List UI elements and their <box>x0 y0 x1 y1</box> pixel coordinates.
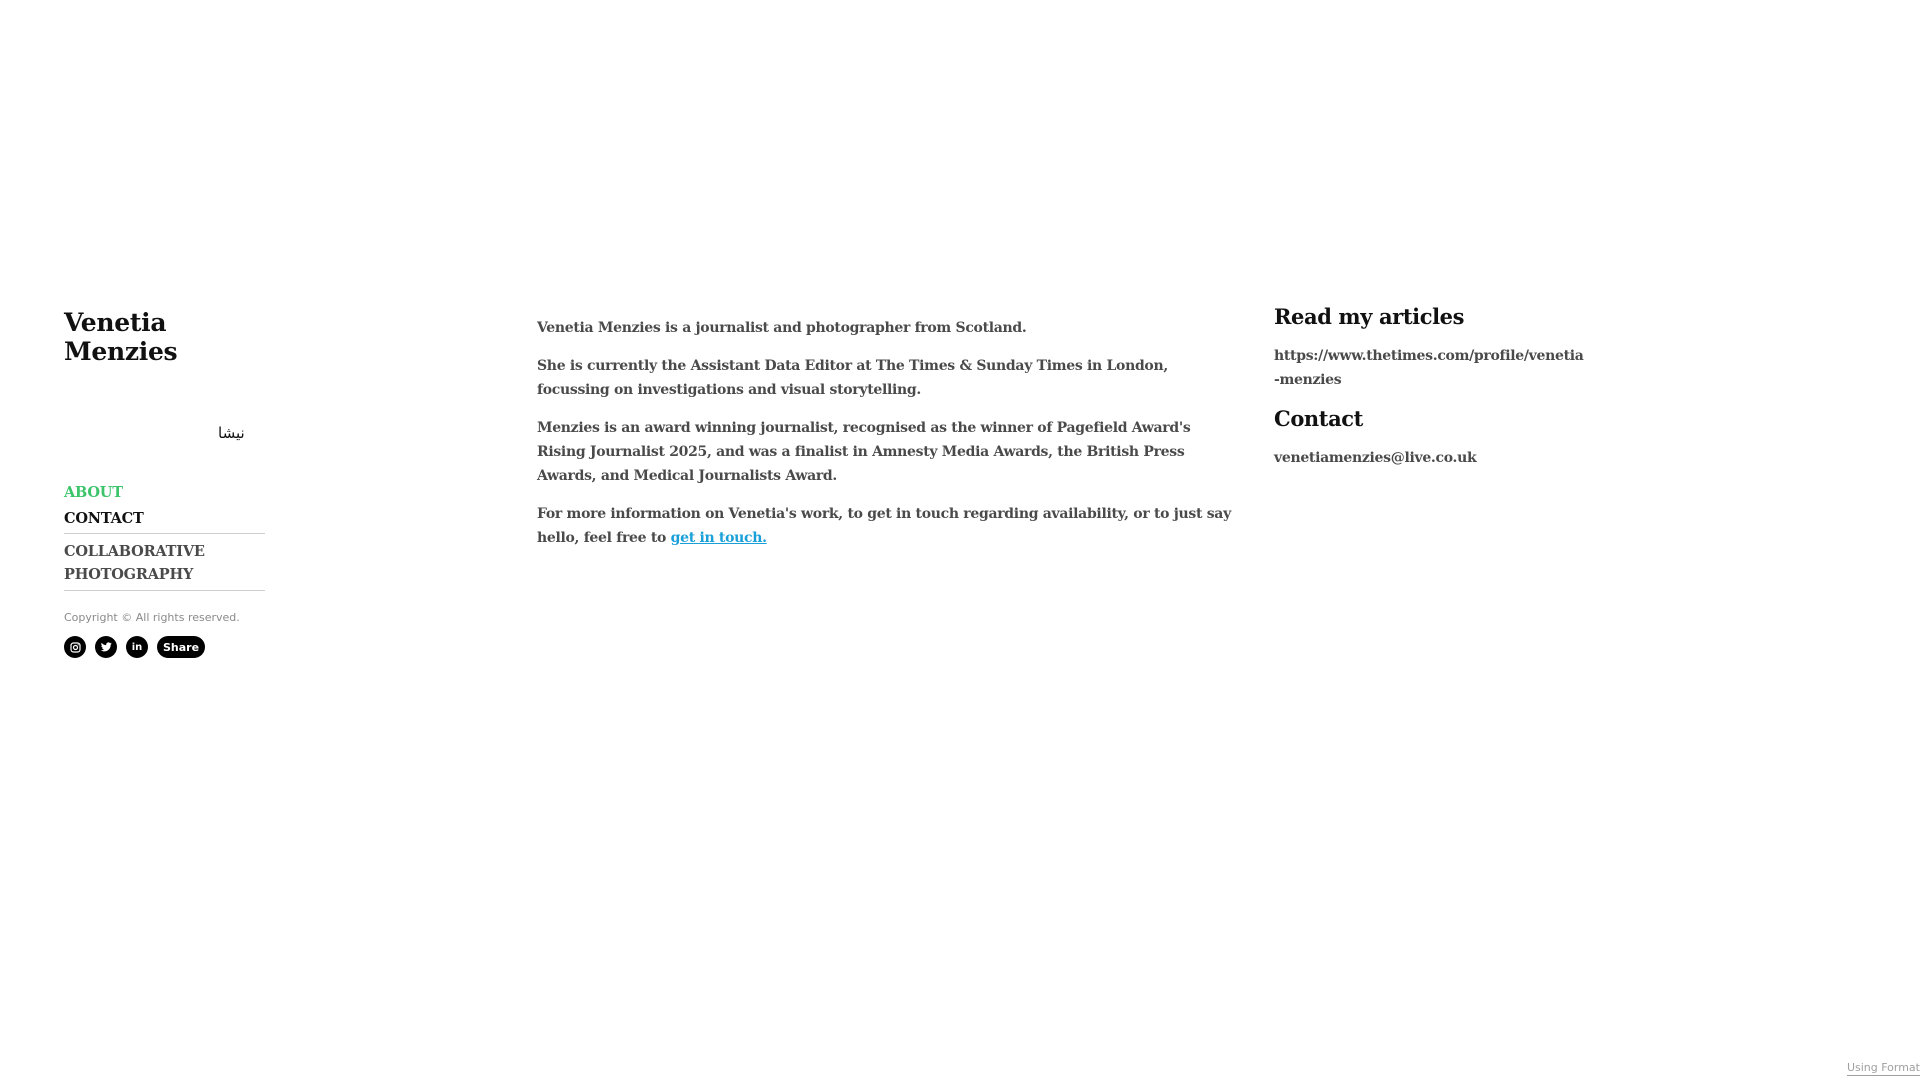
site-title-line-1: Venetia <box>64 308 167 337</box>
share-button[interactable]: Share <box>157 636 205 658</box>
sidebar <box>64 308 265 654</box>
contact-email: venetiamenzies@live.co.uk <box>1274 450 1477 466</box>
twitter-icon[interactable] <box>95 636 117 658</box>
linkedin-glyph: in <box>131 641 143 653</box>
arabic-text: نیشا <box>218 424 245 442</box>
nav-item-about[interactable]: ABOUT <box>64 484 123 501</box>
contact-heading: Contact <box>1274 406 1363 431</box>
nav-item-collaborative-photography[interactable]: COLLABORATIVE PHOTOGRAPHY <box>64 534 265 591</box>
twitter-glyph <box>101 642 112 652</box>
nav-item-contact[interactable]: CONTACT <box>64 507 265 534</box>
site-title[interactable] <box>64 308 265 366</box>
about-paragraph-3: Menzies is an award winning journalist, recognised as the winner of Pagefield Award's Rising Journalist 2025, and was a finalist in Amnesty Media Awards, the British Press Awards, and Medical Journalists Award. <box>537 420 1191 484</box>
linkedin-icon[interactable] <box>126 636 148 658</box>
main-nav <box>64 481 265 591</box>
about-paragraph-2: She is currently the Assistant Data Editor at The Times & Sunday Times in London, focussing on investigations and visual storytelling. <box>537 358 1168 398</box>
about-paragraph-1: Venetia Menzies is a journalist and photographer from Scotland. <box>537 320 1027 336</box>
about-paragraph-4-text: For more information on Venetia's work, to get in touch regarding availability, or to just say hello, feel free to <box>537 506 1231 546</box>
social-links <box>64 636 205 658</box>
site-title-line-2: Menzies <box>64 337 178 366</box>
using-format-link[interactable]: Using Format <box>1846 1061 1920 1074</box>
articles-url: https://www.thetimes.com/profile/venetia-menzies <box>1274 348 1584 388</box>
side-info <box>1274 300 1584 480</box>
articles-heading: Read my articles <box>1274 304 1465 329</box>
copyright-text: Copyright © All rights reserved. <box>64 611 240 624</box>
about-content <box>537 316 1237 564</box>
instagram-glyph <box>70 642 81 653</box>
get-in-touch-link[interactable]: get in touch. <box>670 530 767 546</box>
instagram-icon[interactable] <box>64 636 86 658</box>
about-paragraph-4 <box>537 502 1237 550</box>
